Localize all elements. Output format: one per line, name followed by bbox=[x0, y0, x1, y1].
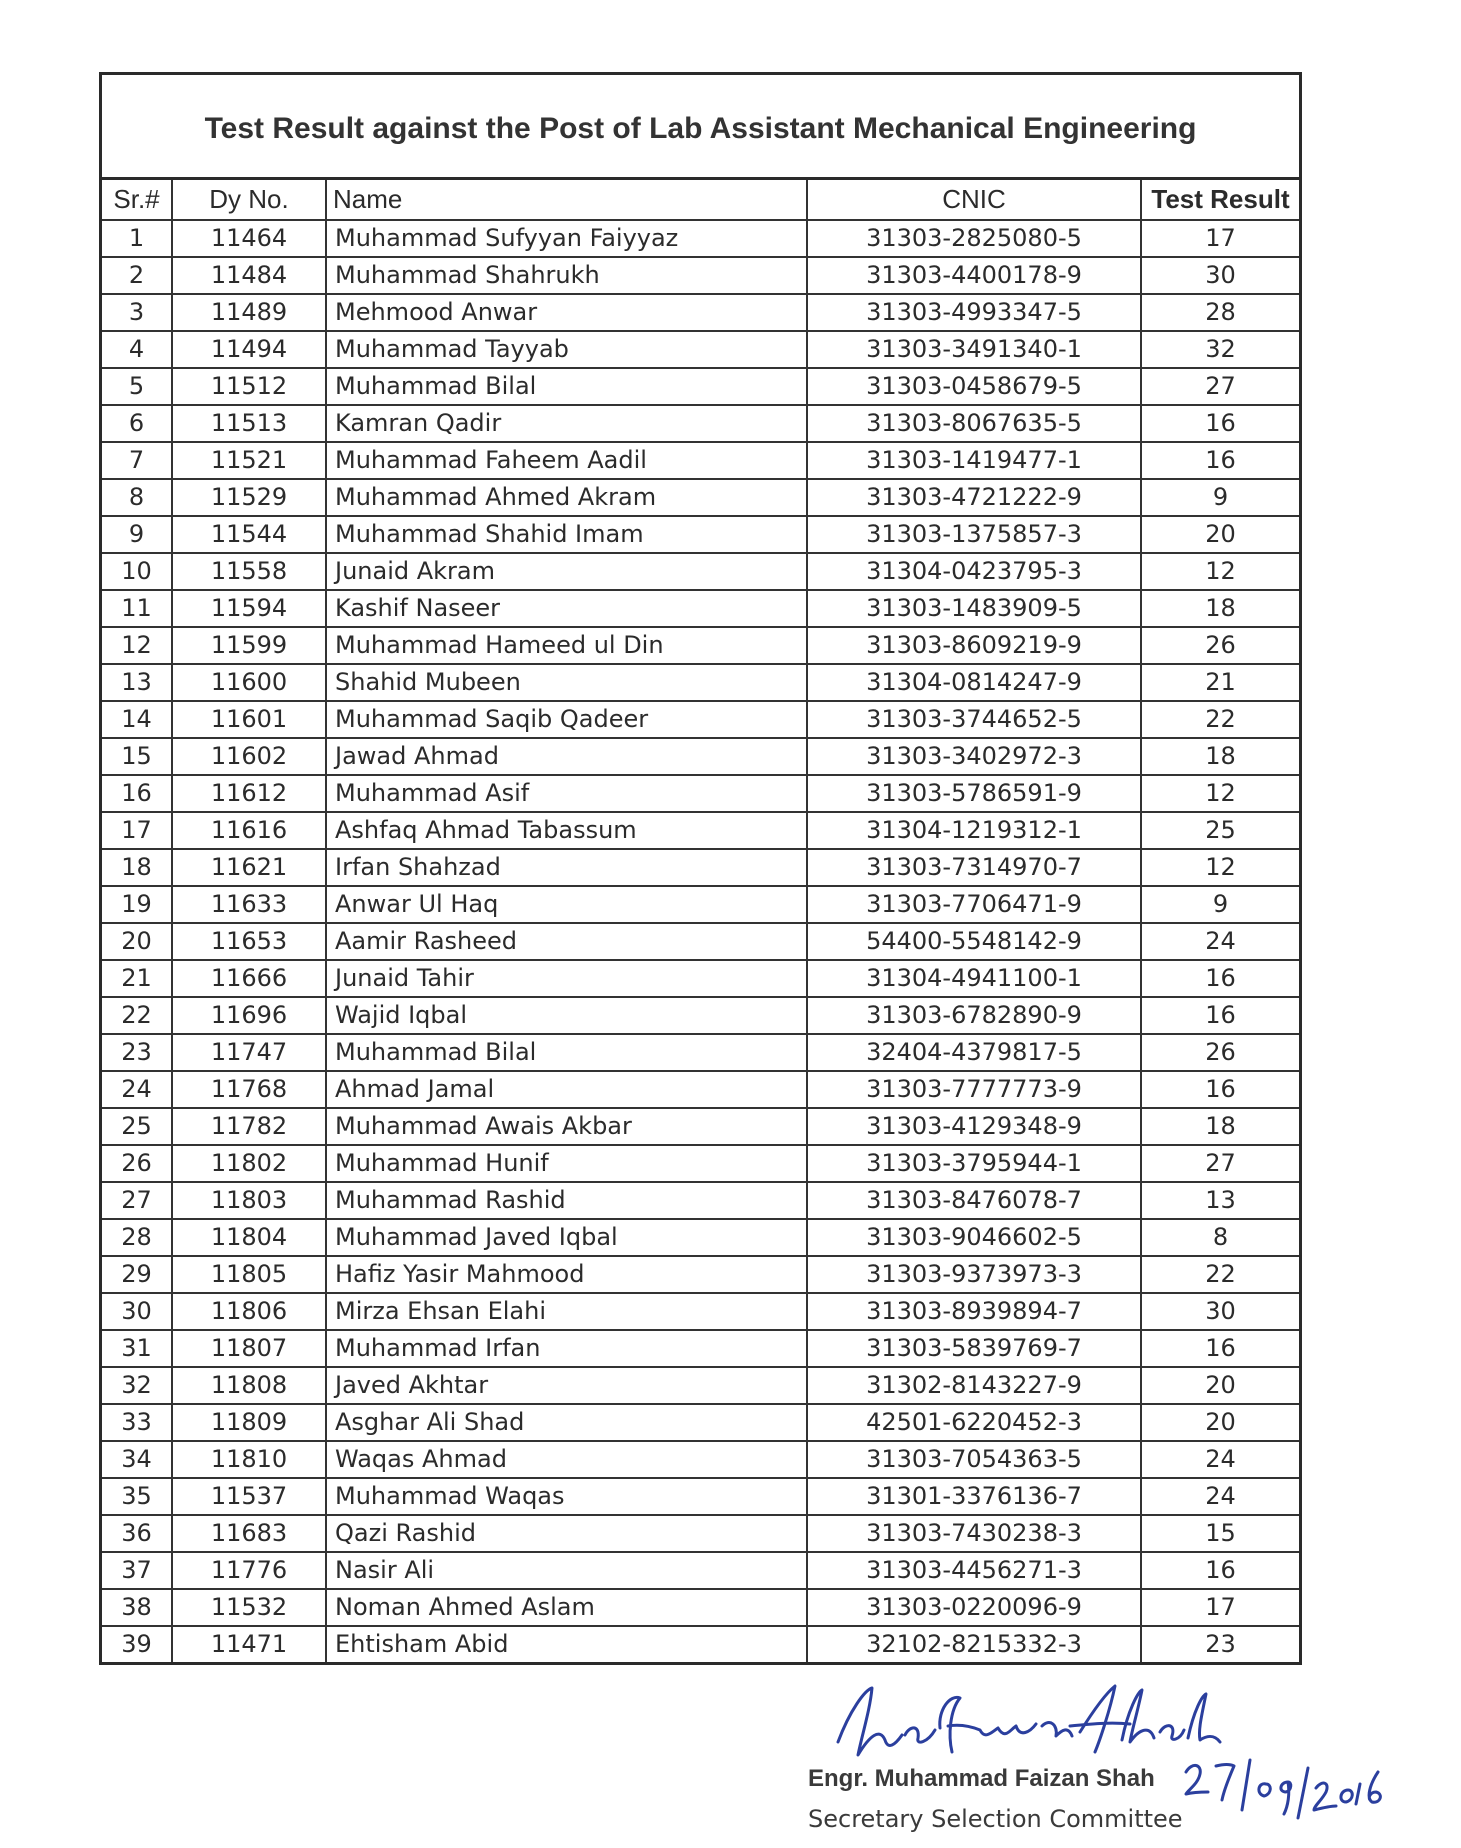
cell-name: Muhammad Shahrukh bbox=[326, 257, 807, 294]
cell-dy-no: 11532 bbox=[172, 1589, 326, 1626]
cell-name: Muhammad Sufyyan Faiyyaz bbox=[326, 220, 807, 257]
cell-test-result: 20 bbox=[1141, 1367, 1299, 1404]
cell-test-result: 26 bbox=[1141, 627, 1299, 664]
cell-sr: 5 bbox=[102, 368, 172, 405]
cell-name: Muhammad Saqib Qadeer bbox=[326, 701, 807, 738]
table-row bbox=[102, 701, 1299, 738]
cell-dy-no: 11782 bbox=[172, 1108, 326, 1145]
table-row bbox=[102, 1552, 1299, 1589]
cell-cnic: 32102-8215332-3 bbox=[807, 1626, 1141, 1662]
cell-cnic: 31303-7054363-5 bbox=[807, 1441, 1141, 1478]
cell-name: Kamran Qadir bbox=[326, 405, 807, 442]
cell-sr: 29 bbox=[102, 1256, 172, 1293]
table-row bbox=[102, 220, 1299, 257]
page-title: Test Result against the Post of Lab Assistant Mechanical Engineering bbox=[102, 75, 1299, 180]
cell-name: Junaid Tahir bbox=[326, 960, 807, 997]
table-row bbox=[102, 664, 1299, 701]
cell-test-result: 18 bbox=[1141, 590, 1299, 627]
table-row bbox=[102, 1404, 1299, 1441]
cell-test-result: 16 bbox=[1141, 1330, 1299, 1367]
cell-cnic: 31303-1483909-5 bbox=[807, 590, 1141, 627]
cell-dy-no: 11512 bbox=[172, 368, 326, 405]
cell-sr: 22 bbox=[102, 997, 172, 1034]
table-row bbox=[102, 923, 1299, 960]
cell-sr: 37 bbox=[102, 1552, 172, 1589]
cell-test-result: 18 bbox=[1141, 1108, 1299, 1145]
table-row bbox=[102, 405, 1299, 442]
table-row bbox=[102, 1330, 1299, 1367]
cell-sr: 39 bbox=[102, 1626, 172, 1662]
table-row bbox=[102, 1626, 1299, 1662]
cell-name: Muhammad Javed Iqbal bbox=[326, 1219, 807, 1256]
cell-test-result: 8 bbox=[1141, 1219, 1299, 1256]
cell-sr: 24 bbox=[102, 1071, 172, 1108]
cell-dy-no: 11558 bbox=[172, 553, 326, 590]
cell-name: Muhammad Bilal bbox=[326, 368, 807, 405]
table-row bbox=[102, 1367, 1299, 1404]
cell-name: Asghar Ali Shad bbox=[326, 1404, 807, 1441]
table-row bbox=[102, 368, 1299, 405]
cell-sr: 13 bbox=[102, 664, 172, 701]
cell-dy-no: 11464 bbox=[172, 220, 326, 257]
cell-sr: 31 bbox=[102, 1330, 172, 1367]
cell-cnic: 31303-7430238-3 bbox=[807, 1515, 1141, 1552]
cell-test-result: 12 bbox=[1141, 553, 1299, 590]
table-row bbox=[102, 627, 1299, 664]
cell-name: Muhammad Waqas bbox=[326, 1478, 807, 1515]
cell-name: Mehmood Anwar bbox=[326, 294, 807, 331]
cell-name: Irfan Shahzad bbox=[326, 849, 807, 886]
cell-sr: 10 bbox=[102, 553, 172, 590]
cell-sr: 23 bbox=[102, 1034, 172, 1071]
cell-dy-no: 11544 bbox=[172, 516, 326, 553]
cell-name: Jawad Ahmad bbox=[326, 738, 807, 775]
table-header-row bbox=[102, 180, 1299, 220]
cell-test-result: 16 bbox=[1141, 1071, 1299, 1108]
cell-sr: 38 bbox=[102, 1589, 172, 1626]
cell-cnic: 31303-5839769-7 bbox=[807, 1330, 1141, 1367]
cell-name: Muhammad Faheem Aadil bbox=[326, 442, 807, 479]
cell-test-result: 17 bbox=[1141, 220, 1299, 257]
cell-cnic: 31303-3744652-5 bbox=[807, 701, 1141, 738]
cell-cnic: 31303-6782890-9 bbox=[807, 997, 1141, 1034]
cell-test-result: 30 bbox=[1141, 1293, 1299, 1330]
table-row bbox=[102, 331, 1299, 368]
cell-cnic: 32404-4379817-5 bbox=[807, 1034, 1141, 1071]
cell-test-result: 12 bbox=[1141, 775, 1299, 812]
cell-cnic: 31303-0458679-5 bbox=[807, 368, 1141, 405]
cell-name: Ahmad Jamal bbox=[326, 1071, 807, 1108]
cell-cnic: 31304-4941100-1 bbox=[807, 960, 1141, 997]
cell-cnic: 31303-3402972-3 bbox=[807, 738, 1141, 775]
table-row bbox=[102, 590, 1299, 627]
cell-sr: 25 bbox=[102, 1108, 172, 1145]
cell-dy-no: 11602 bbox=[172, 738, 326, 775]
cell-test-result: 30 bbox=[1141, 257, 1299, 294]
cell-sr: 2 bbox=[102, 257, 172, 294]
cell-dy-no: 11666 bbox=[172, 960, 326, 997]
cell-dy-no: 11807 bbox=[172, 1330, 326, 1367]
column-header-cnic: CNIC bbox=[807, 180, 1141, 220]
cell-dy-no: 11809 bbox=[172, 1404, 326, 1441]
cell-name: Shahid Mubeen bbox=[326, 664, 807, 701]
column-header-name: Name bbox=[326, 180, 807, 220]
cell-sr: 19 bbox=[102, 886, 172, 923]
table-row bbox=[102, 1145, 1299, 1182]
table-row bbox=[102, 1478, 1299, 1515]
cell-test-result: 9 bbox=[1141, 886, 1299, 923]
cell-dy-no: 11768 bbox=[172, 1071, 326, 1108]
cell-test-result: 16 bbox=[1141, 442, 1299, 479]
table-row bbox=[102, 1182, 1299, 1219]
table-row bbox=[102, 1293, 1299, 1330]
cell-cnic: 31303-1375857-3 bbox=[807, 516, 1141, 553]
cell-cnic: 31303-3795944-1 bbox=[807, 1145, 1141, 1182]
cell-test-result: 22 bbox=[1141, 701, 1299, 738]
cell-dy-no: 11621 bbox=[172, 849, 326, 886]
cell-dy-no: 11489 bbox=[172, 294, 326, 331]
cell-name: Muhammad Rashid bbox=[326, 1182, 807, 1219]
cell-name: Noman Ahmed Aslam bbox=[326, 1589, 807, 1626]
cell-test-result: 23 bbox=[1141, 1626, 1299, 1662]
cell-name: Muhammad Asif bbox=[326, 775, 807, 812]
cell-name: Wajid Iqbal bbox=[326, 997, 807, 1034]
table-row bbox=[102, 1071, 1299, 1108]
cell-test-result: 9 bbox=[1141, 479, 1299, 516]
cell-dy-no: 11513 bbox=[172, 405, 326, 442]
table-row bbox=[102, 1256, 1299, 1293]
table-row bbox=[102, 257, 1299, 294]
cell-sr: 16 bbox=[102, 775, 172, 812]
result-sheet bbox=[99, 72, 1302, 1665]
cell-name: Anwar Ul Haq bbox=[326, 886, 807, 923]
cell-name: Javed Akhtar bbox=[326, 1367, 807, 1404]
cell-name: Muhammad Irfan bbox=[326, 1330, 807, 1367]
cell-name: Mirza Ehsan Elahi bbox=[326, 1293, 807, 1330]
cell-cnic: 31304-1219312-1 bbox=[807, 812, 1141, 849]
cell-dy-no: 11616 bbox=[172, 812, 326, 849]
results-table bbox=[102, 180, 1299, 1662]
cell-sr: 12 bbox=[102, 627, 172, 664]
table-row bbox=[102, 1108, 1299, 1145]
cell-test-result: 24 bbox=[1141, 923, 1299, 960]
cell-cnic: 31303-4129348-9 bbox=[807, 1108, 1141, 1145]
table-row bbox=[102, 1034, 1299, 1071]
cell-cnic: 31303-2825080-5 bbox=[807, 220, 1141, 257]
cell-name: Muhammad Ahmed Akram bbox=[326, 479, 807, 516]
cell-dy-no: 11810 bbox=[172, 1441, 326, 1478]
cell-test-result: 17 bbox=[1141, 1589, 1299, 1626]
cell-cnic: 31303-8939894-7 bbox=[807, 1293, 1141, 1330]
cell-cnic: 31303-4721222-9 bbox=[807, 479, 1141, 516]
cell-name: Muhammad Tayyab bbox=[326, 331, 807, 368]
handwritten-date bbox=[1180, 1744, 1410, 1824]
cell-test-result: 18 bbox=[1141, 738, 1299, 775]
cell-dy-no: 11471 bbox=[172, 1626, 326, 1662]
cell-test-result: 16 bbox=[1141, 997, 1299, 1034]
cell-dy-no: 11601 bbox=[172, 701, 326, 738]
cell-sr: 35 bbox=[102, 1478, 172, 1515]
cell-test-result: 22 bbox=[1141, 1256, 1299, 1293]
cell-dy-no: 11803 bbox=[172, 1182, 326, 1219]
table-row bbox=[102, 960, 1299, 997]
cell-sr: 7 bbox=[102, 442, 172, 479]
cell-test-result: 16 bbox=[1141, 405, 1299, 442]
cell-cnic: 31303-4993347-5 bbox=[807, 294, 1141, 331]
cell-dy-no: 11802 bbox=[172, 1145, 326, 1182]
table-row bbox=[102, 997, 1299, 1034]
cell-test-result: 25 bbox=[1141, 812, 1299, 849]
cell-name: Ehtisham Abid bbox=[326, 1626, 807, 1662]
cell-sr: 8 bbox=[102, 479, 172, 516]
cell-test-result: 27 bbox=[1141, 1145, 1299, 1182]
cell-sr: 20 bbox=[102, 923, 172, 960]
column-header-test-result: Test Result bbox=[1141, 180, 1299, 220]
column-header-dy-no: Dy No. bbox=[172, 180, 326, 220]
table-row bbox=[102, 1589, 1299, 1626]
cell-test-result: 16 bbox=[1141, 960, 1299, 997]
cell-name: Waqas Ahmad bbox=[326, 1441, 807, 1478]
cell-sr: 33 bbox=[102, 1404, 172, 1441]
cell-dy-no: 11805 bbox=[172, 1256, 326, 1293]
cell-sr: 1 bbox=[102, 220, 172, 257]
cell-name: Muhammad Hameed ul Din bbox=[326, 627, 807, 664]
cell-cnic: 42501-6220452-3 bbox=[807, 1404, 1141, 1441]
cell-dy-no: 11806 bbox=[172, 1293, 326, 1330]
cell-cnic: 31303-0220096-9 bbox=[807, 1589, 1141, 1626]
cell-cnic: 31303-7777773-9 bbox=[807, 1071, 1141, 1108]
cell-cnic: 31303-4400178-9 bbox=[807, 257, 1141, 294]
cell-sr: 36 bbox=[102, 1515, 172, 1552]
cell-sr: 21 bbox=[102, 960, 172, 997]
cell-dy-no: 11696 bbox=[172, 997, 326, 1034]
cell-cnic: 31303-7706471-9 bbox=[807, 886, 1141, 923]
cell-dy-no: 11484 bbox=[172, 257, 326, 294]
table-row bbox=[102, 294, 1299, 331]
table-row bbox=[102, 1515, 1299, 1552]
cell-dy-no: 11747 bbox=[172, 1034, 326, 1071]
cell-dy-no: 11594 bbox=[172, 590, 326, 627]
table-row bbox=[102, 442, 1299, 479]
table-body bbox=[102, 220, 1299, 1662]
table-row bbox=[102, 1441, 1299, 1478]
cell-sr: 11 bbox=[102, 590, 172, 627]
cell-test-result: 12 bbox=[1141, 849, 1299, 886]
cell-dy-no: 11600 bbox=[172, 664, 326, 701]
cell-name: Muhammad Hunif bbox=[326, 1145, 807, 1182]
cell-sr: 9 bbox=[102, 516, 172, 553]
cell-sr: 6 bbox=[102, 405, 172, 442]
cell-test-result: 13 bbox=[1141, 1182, 1299, 1219]
cell-cnic: 31303-9046602-5 bbox=[807, 1219, 1141, 1256]
cell-name: Qazi Rashid bbox=[326, 1515, 807, 1552]
cell-dy-no: 11521 bbox=[172, 442, 326, 479]
cell-sr: 32 bbox=[102, 1367, 172, 1404]
cell-cnic: 31303-8476078-7 bbox=[807, 1182, 1141, 1219]
cell-cnic: 31303-7314970-7 bbox=[807, 849, 1141, 886]
cell-dy-no: 11529 bbox=[172, 479, 326, 516]
signer-title: Secretary Selection Committee bbox=[808, 1805, 1183, 1833]
table-row bbox=[102, 812, 1299, 849]
cell-sr: 34 bbox=[102, 1441, 172, 1478]
cell-sr: 3 bbox=[102, 294, 172, 331]
cell-test-result: 32 bbox=[1141, 331, 1299, 368]
cell-cnic: 31302-8143227-9 bbox=[807, 1367, 1141, 1404]
signer-name: Engr. Muhammad Faizan Shah bbox=[808, 1765, 1155, 1792]
cell-test-result: 21 bbox=[1141, 664, 1299, 701]
cell-test-result: 20 bbox=[1141, 516, 1299, 553]
cell-name: Muhammad Bilal bbox=[326, 1034, 807, 1071]
cell-name: Kashif Naseer bbox=[326, 590, 807, 627]
cell-test-result: 28 bbox=[1141, 294, 1299, 331]
cell-cnic: 54400-5548142-9 bbox=[807, 923, 1141, 960]
cell-test-result: 20 bbox=[1141, 1404, 1299, 1441]
cell-dy-no: 11776 bbox=[172, 1552, 326, 1589]
cell-dy-no: 11612 bbox=[172, 775, 326, 812]
cell-name: Muhammad Awais Akbar bbox=[326, 1108, 807, 1145]
cell-name: Ashfaq Ahmad Tabassum bbox=[326, 812, 807, 849]
table-row bbox=[102, 479, 1299, 516]
signature-block bbox=[780, 1680, 1420, 1840]
cell-test-result: 24 bbox=[1141, 1441, 1299, 1478]
cell-cnic: 31303-3491340-1 bbox=[807, 331, 1141, 368]
cell-dy-no: 11653 bbox=[172, 923, 326, 960]
table-row bbox=[102, 775, 1299, 812]
cell-sr: 18 bbox=[102, 849, 172, 886]
table-row bbox=[102, 1219, 1299, 1256]
cell-test-result: 24 bbox=[1141, 1478, 1299, 1515]
cell-cnic: 31303-8609219-9 bbox=[807, 627, 1141, 664]
cell-dy-no: 11633 bbox=[172, 886, 326, 923]
cell-name: Junaid Akram bbox=[326, 553, 807, 590]
cell-cnic: 31304-0814247-9 bbox=[807, 664, 1141, 701]
cell-sr: 4 bbox=[102, 331, 172, 368]
table-row bbox=[102, 553, 1299, 590]
table-row bbox=[102, 886, 1299, 923]
cell-sr: 28 bbox=[102, 1219, 172, 1256]
cell-dy-no: 11683 bbox=[172, 1515, 326, 1552]
cell-test-result: 27 bbox=[1141, 368, 1299, 405]
cell-sr: 27 bbox=[102, 1182, 172, 1219]
cell-name: Nasir Ali bbox=[326, 1552, 807, 1589]
table-row bbox=[102, 516, 1299, 553]
cell-cnic: 31304-0423795-3 bbox=[807, 553, 1141, 590]
cell-name: Muhammad Shahid Imam bbox=[326, 516, 807, 553]
cell-test-result: 16 bbox=[1141, 1552, 1299, 1589]
cell-sr: 14 bbox=[102, 701, 172, 738]
cell-sr: 15 bbox=[102, 738, 172, 775]
cell-cnic: 31303-5786591-9 bbox=[807, 775, 1141, 812]
cell-name: Aamir Rasheed bbox=[326, 923, 807, 960]
column-header-sr: Sr.# bbox=[102, 180, 172, 220]
cell-dy-no: 11537 bbox=[172, 1478, 326, 1515]
cell-sr: 26 bbox=[102, 1145, 172, 1182]
cell-cnic: 31303-9373973-3 bbox=[807, 1256, 1141, 1293]
cell-dy-no: 11808 bbox=[172, 1367, 326, 1404]
cell-cnic: 31303-8067635-5 bbox=[807, 405, 1141, 442]
cell-dy-no: 11804 bbox=[172, 1219, 326, 1256]
cell-name: Hafiz Yasir Mahmood bbox=[326, 1256, 807, 1293]
cell-dy-no: 11599 bbox=[172, 627, 326, 664]
cell-dy-no: 11494 bbox=[172, 331, 326, 368]
cell-cnic: 31303-4456271-3 bbox=[807, 1552, 1141, 1589]
table-row bbox=[102, 849, 1299, 886]
cell-test-result: 26 bbox=[1141, 1034, 1299, 1071]
cell-cnic: 31301-3376136-7 bbox=[807, 1478, 1141, 1515]
cell-cnic: 31303-1419477-1 bbox=[807, 442, 1141, 479]
cell-sr: 17 bbox=[102, 812, 172, 849]
cell-sr: 30 bbox=[102, 1293, 172, 1330]
cell-test-result: 15 bbox=[1141, 1515, 1299, 1552]
table-row bbox=[102, 738, 1299, 775]
